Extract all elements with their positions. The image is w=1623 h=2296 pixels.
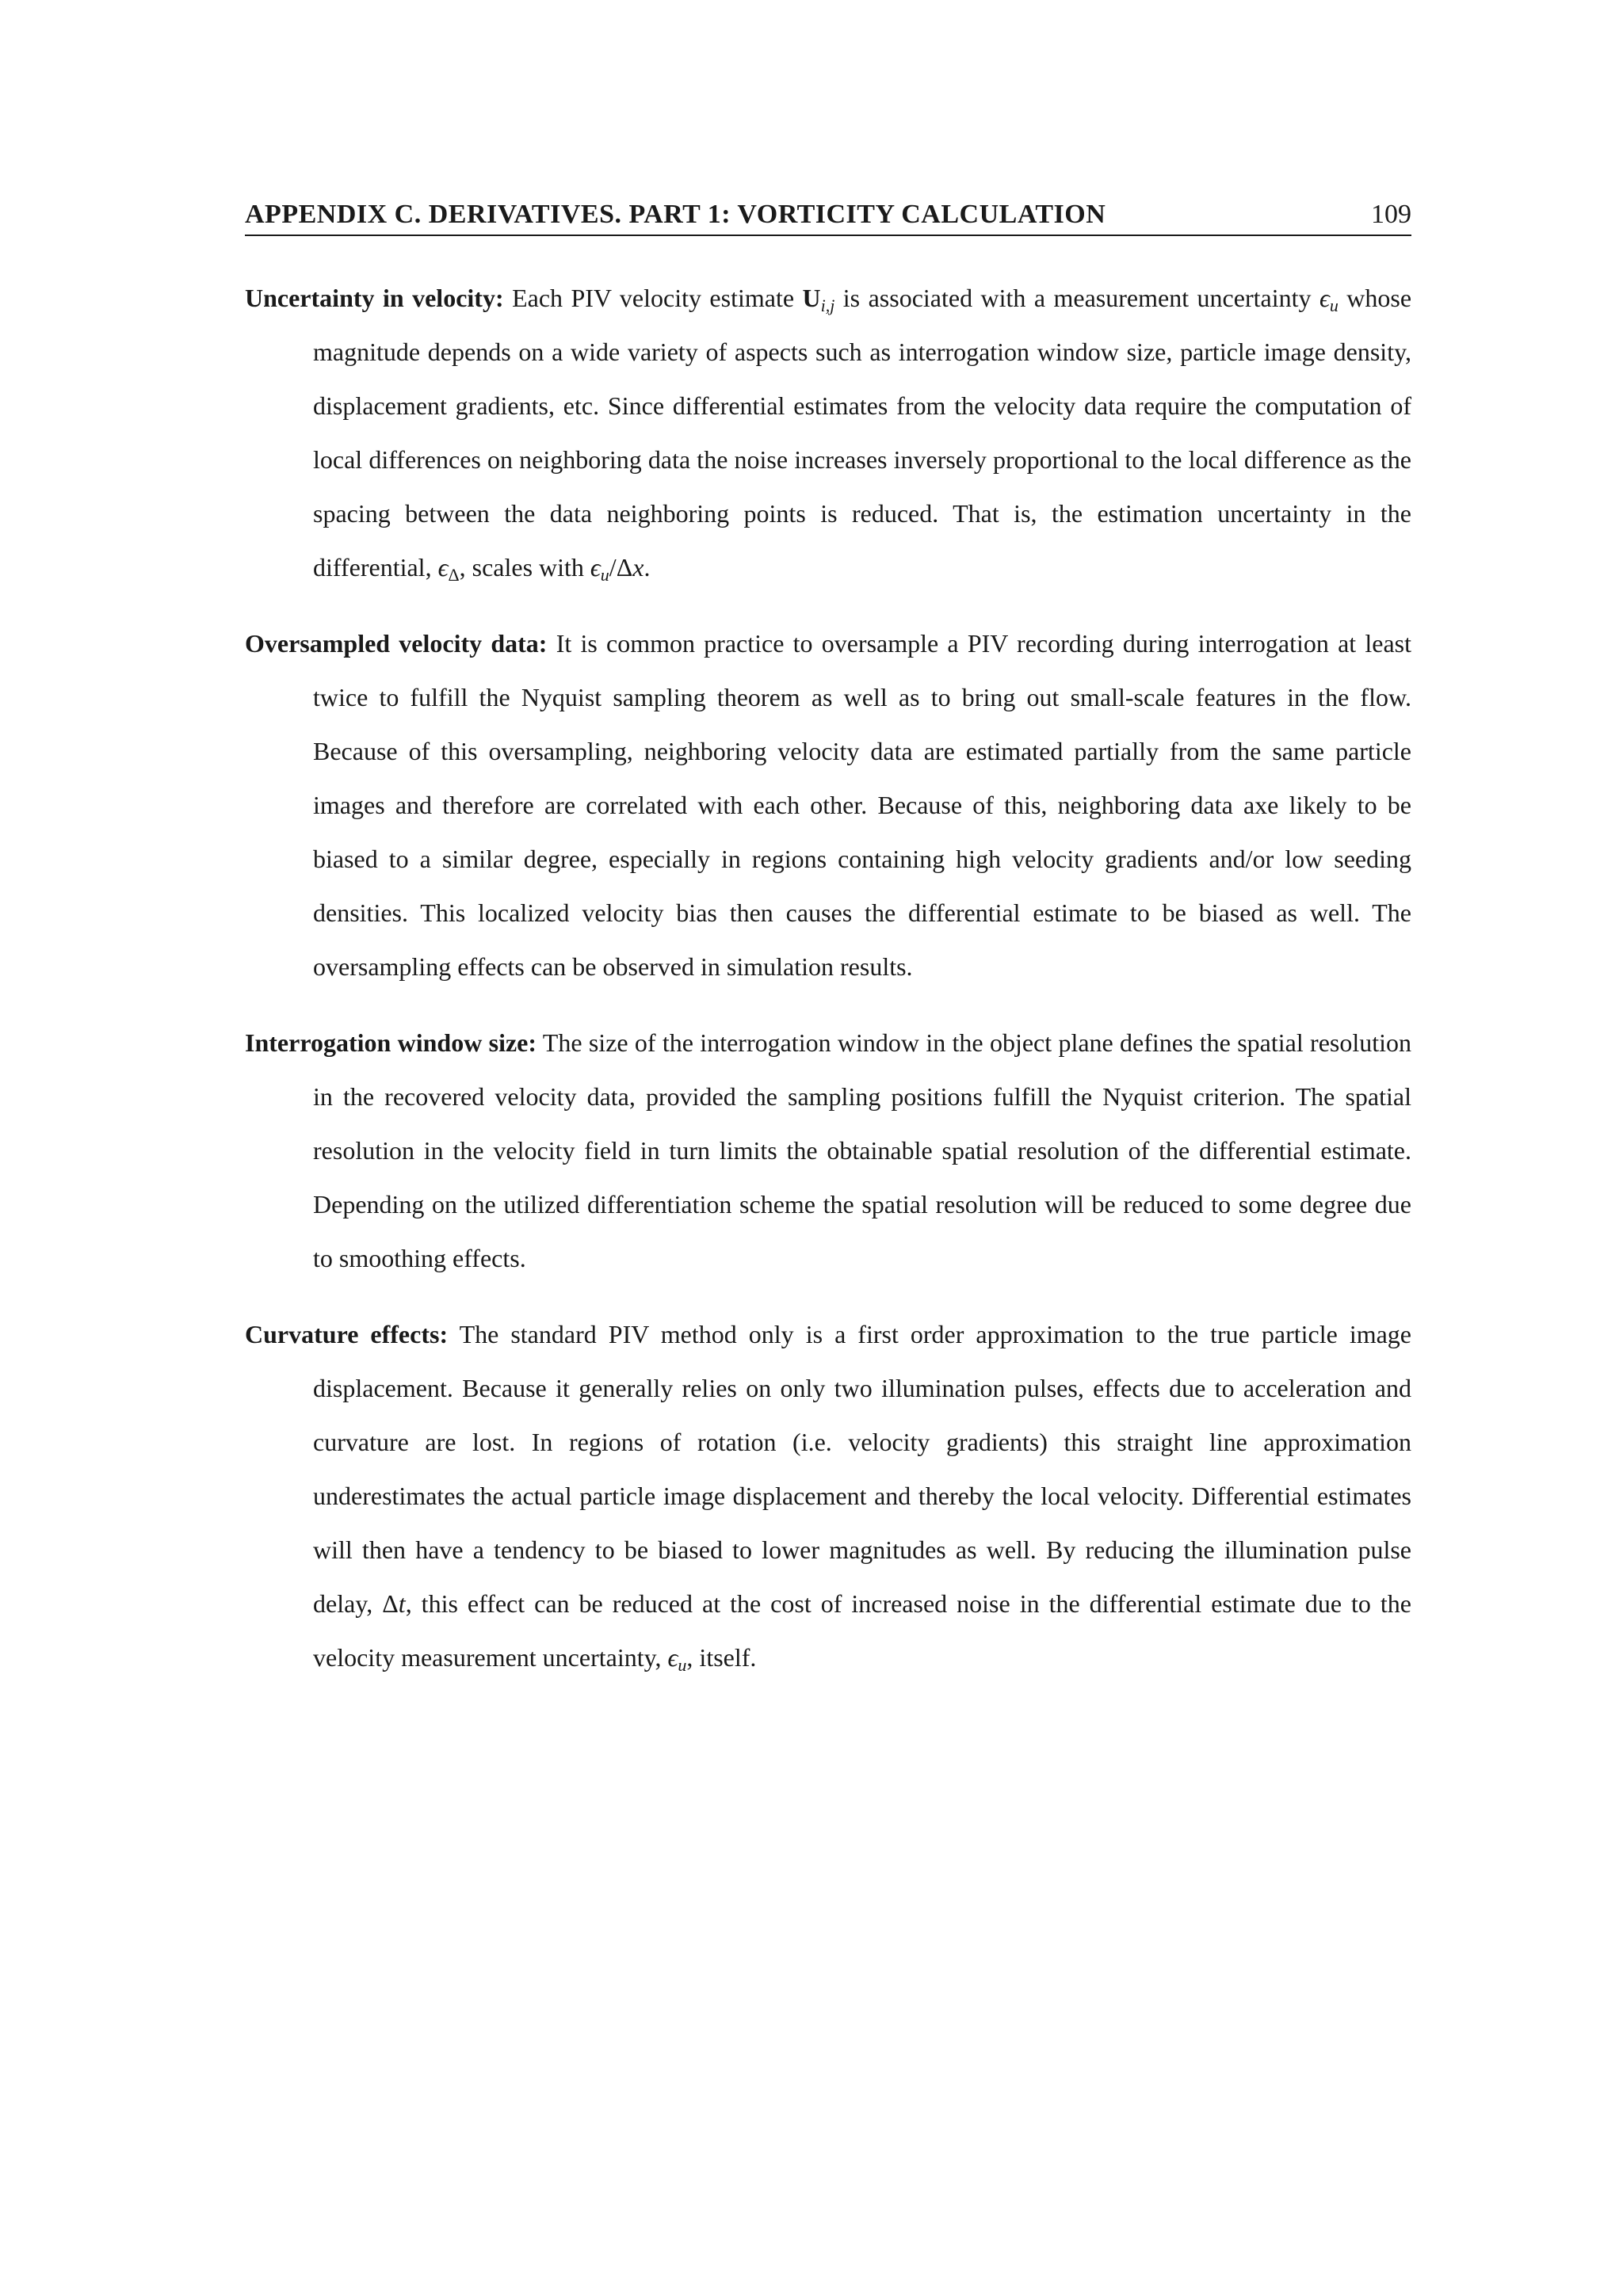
entry-text: , scales with	[459, 553, 590, 582]
entry-text: .	[643, 553, 651, 582]
epsilon-symbol: ϵ	[437, 553, 449, 582]
entry-text: The size of the interrogation window in the object plane defines the spatial resolution in the recovered velocity data, provided the sampling positions fulfill the Nyquist criterion. The spatial resolution in the velocity field in turn limits the obtainable spatial resolution of the differential estimate. Depending on the utilized differentiation scheme the spatial resolution will be reduced to some degree due to smoothing effects.	[313, 1028, 1412, 1272]
x-symbol: x	[632, 553, 644, 582]
entry-text: is associated with a measurement uncertainty	[834, 284, 1319, 312]
entry-text: , itself.	[686, 1643, 757, 1672]
page-number: 109	[1371, 200, 1411, 229]
epsilon-subscript: u	[600, 565, 609, 585]
entry-oversampled-velocity-data	[245, 616, 1411, 994]
velocity-symbol: U	[802, 284, 821, 312]
entry-uncertainty-in-velocity	[245, 271, 1411, 594]
entry-text: , this effect can be reduced at the cost of increased noise in the differential estimate due to the velocity measurement uncertainty,	[313, 1589, 1412, 1672]
epsilon-subscript: Δ	[448, 565, 460, 585]
entry-term: Uncertainty in velocity:	[245, 284, 504, 312]
entry-curvature-effects	[245, 1307, 1411, 1684]
definition-list	[245, 271, 1411, 1684]
epsilon-symbol: ϵ	[1319, 284, 1330, 312]
entry-text: whose magnitude depends on a wide variety of aspects such as interrogation window size, particle image density, displacement gradients, etc. Since differential estimates from the velocity data require the computation of local differences on neighboring data the noise increases inversely proportional to the local difference as the spacing between the data neighboring points is reduced. That is, the estimation uncertainty in the differential,	[313, 284, 1412, 582]
entry-text: The standard PIV method only is a first order approximation to the true particle image displacement. Because it generally relies on only two illumination pulses, effects due to acceleration and curvature are lost. In regions of rotation (i.e. velocity gradients) this straight line approximation underestimates the actual particle image displacement and thereby the local velocity. Differential estimates will then have a tendency to be biased to lower magnitudes as well. By reducing the illumination pulse delay, Δ	[313, 1320, 1412, 1618]
page	[245, 200, 1411, 1707]
running-header	[245, 200, 1411, 236]
entry-interrogation-window-size	[245, 1016, 1411, 1285]
entry-text: /Δ	[609, 553, 633, 582]
t-symbol: t	[398, 1589, 406, 1618]
entry-term: Oversampled velocity data:	[245, 629, 548, 658]
epsilon-symbol: ϵ	[667, 1643, 678, 1672]
entry-term: Curvature effects:	[245, 1320, 449, 1348]
epsilon-symbol: ϵ	[590, 553, 601, 582]
epsilon-subscript: u	[678, 1655, 687, 1675]
entry-text: It is common practice to oversample a PIV recording during interrogation at least twice to fulfill the Nyquist sampling theorem as well as to bring out small-scale features in the flow. Because of this oversampling, neighboring velocity data are estimated partially from the same particle images and therefore are correlated with each other. Because of this, neighboring data axe likely to be biased to a similar degree, especially in regions containing high velocity gradients and/or low seeding densities. This localized velocity bias then causes the differential estimate to be biased as well. The oversampling effects can be observed in simulation results.	[313, 629, 1412, 981]
entry-term: Interrogation window size:	[245, 1028, 537, 1057]
epsilon-subscript: u	[1329, 296, 1338, 315]
chapter-title: APPENDIX C. DERIVATIVES. PART 1: VORTICITY CALCULATION	[245, 200, 1106, 229]
velocity-subscript: i,j	[820, 296, 835, 315]
entry-text: Each PIV velocity estimate	[512, 284, 803, 312]
